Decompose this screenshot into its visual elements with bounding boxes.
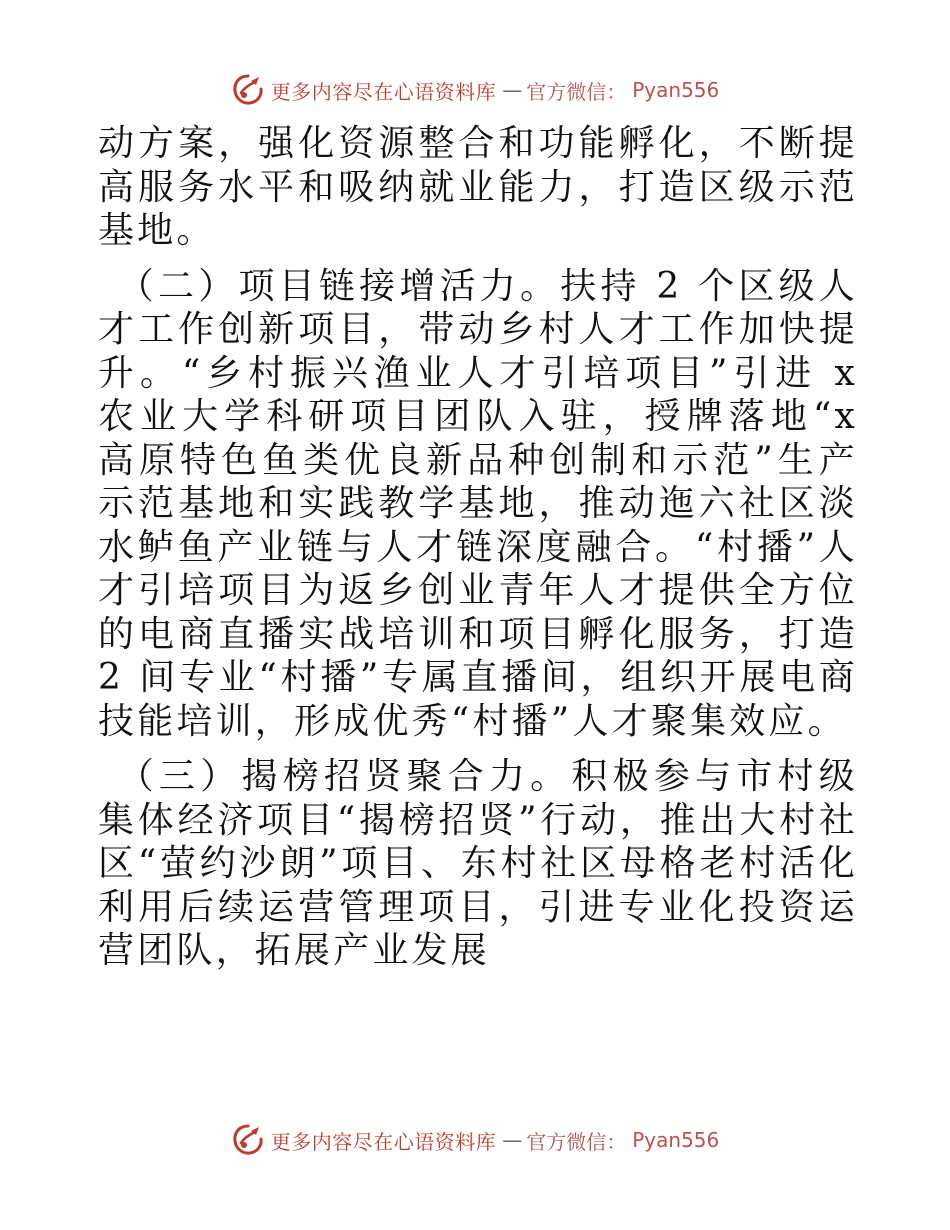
paragraph-talent-recruitment: （三）揭榜招贤聚合力。积极参与市村级集体经济项目“揭榜招贤”行动，推出大村社区“萤约沙朗”项目、东村社区母格老村活化利用后续运营管理项目，引进专业化投资运营团队，拓展产业发展 bbox=[98, 756, 858, 971]
watermark-site-text: 更多内容尽在心语资料库 bbox=[270, 1129, 497, 1154]
watermark-contact-id: Pyan556 bbox=[632, 78, 720, 102]
watermark-contact-label: 官方微信： bbox=[526, 1129, 627, 1154]
paragraph-continuation: 动方案，强化资源整合和功能孵化，不断提高服务水平和吸纳就业能力，打造区级示范基地。 bbox=[98, 123, 858, 251]
watermark-contact-id: Pyan556 bbox=[632, 1128, 720, 1152]
header-watermark bbox=[0, 70, 950, 110]
watermark-separator: — bbox=[502, 1128, 521, 1152]
document-body bbox=[98, 122, 858, 985]
footer-watermark bbox=[0, 1120, 950, 1160]
watermark-site-text: 更多内容尽在心语资料库 bbox=[270, 79, 497, 104]
watermark-contact-label: 官方微信： bbox=[526, 79, 627, 104]
pen-swirl-icon bbox=[231, 1123, 265, 1157]
paragraph-project-linkage: （二）项目链接增活力。扶持 2 个区级人才工作创新项目，带动乡村人才工作加快提升。“乡村振兴渔业人才引培项目”引进 x 农业大学科研项目团队入驻，授牌落地“x 高原特色鱼类优良新品种创制和示范”生产示范基地和实践教学基地，推动迤六社区淡水鲈鱼产业链与人才链深度融合。“村播”人才引培项目为返乡创业青年人才提供全方位的电商直播实战培训和项目孵化服务，打造 2 间专业“村播”专属直播间，组织开展电商技能培训，形成优秀“村播”人才聚集效应。 bbox=[98, 265, 858, 742]
watermark-separator: — bbox=[502, 78, 521, 102]
pen-swirl-icon bbox=[231, 73, 265, 107]
